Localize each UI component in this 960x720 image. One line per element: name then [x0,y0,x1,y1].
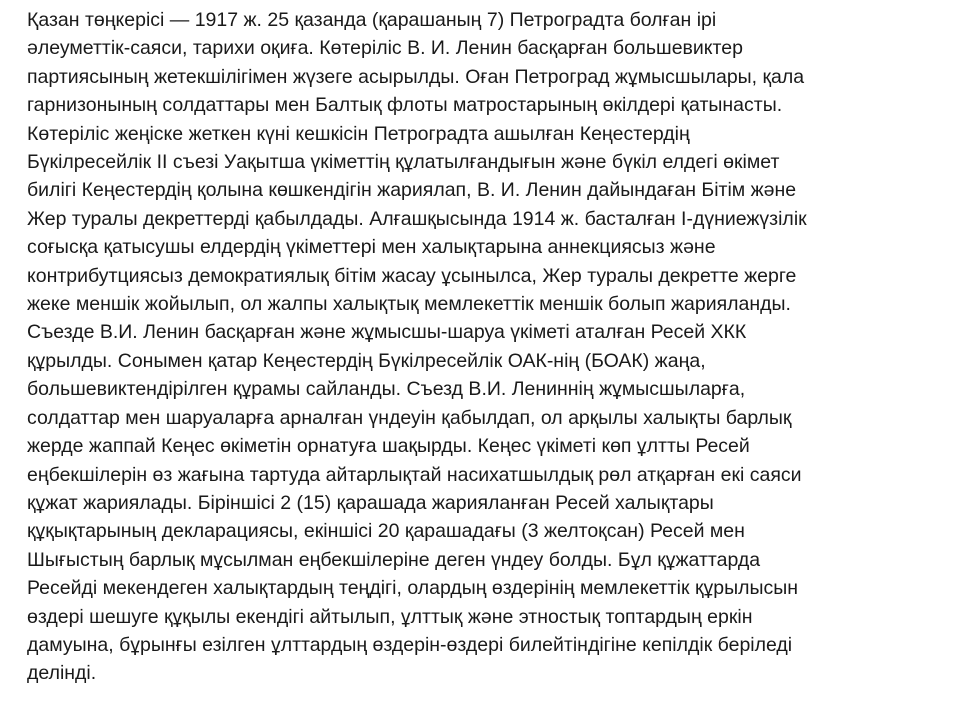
text-line: Бүкілресейлік II съезі Уақытша үкіметтің құлатылғандығын және бүкіл елдегі өкімет [27,151,780,174]
text-line: контрибутциясыз демократиялық бітім жасау ұсынылса, Жер туралы декретте жерге [27,264,797,287]
text-line: құқықтарының декларациясы, екіншісі 20 қарашадағы (3 желтоқсан) Ресей мен [27,520,745,543]
text-line: жерде жаппай Кеңес өкіметін орнатуға шақырды. Кеңес үкіметі көп ұлтты Ресей [27,435,750,458]
text-line: Қазан төңкерісі — 1917 ж. 25 қазанда (қарашаның 7) Петроградта болған ірі [27,9,717,31]
text-line: құрылды. Сонымен қатар Кеңестердің Бүкілресейлік ОАК-нің (БОАК) жаңа, [27,349,706,372]
text-line: солдаттар мен шаруаларға арналған үндеуін қабылдап, ол арқылы халықты барлық [27,406,792,429]
text-line: Көтеріліс жеңіске жеткен күні кешкісін Петроградта ашылған Кеңестердің [27,122,690,145]
text-line: Съезде В.И. Ленин басқарған және жұмысшы-шаруа үкіметі аталған Ресей ХКК [27,321,747,344]
text-line: жеке меншік жойылып, ол жалпы халықтық мемлекеттік меншік болып жарияланды. [27,293,791,316]
text-line: Шығыстың барлық мұсылман еңбекшілеріне деген үндеу болды. Бұл құжаттарда [27,548,761,571]
text-line: дамуына, бұрынғы езілген ұлттардың өздерін-өздері билейтіндігіне кепілдік беріледі [27,633,793,656]
text-line: әлеуметтік-саяси, тарихи оқиға. Көтеріліс В. И. Ленин басқарған большевиктер [27,37,743,60]
text-line: өздері шешуге құқылы екендігі айтылып, ұлттық және этностық топтардың еркін [27,605,753,628]
text-line: гарнизонының солдаттары мен Балтық флоты матростарының өкілдері қатынасты. [27,94,783,117]
text-line: еңбекшілерін өз жағына тартуда айтарлықтай насихатшылдық рөл атқарған екі саяси [27,463,802,486]
text-line: билігі Кеңестердің қолына көшкендігін жариялап, В. И. Ленин дайындаған Бітім және [27,179,797,202]
text-line: құжат жариялады. Біріншісі 2 (15) қарашада жарияланған Ресей халықтары [27,491,714,514]
text-line: партиясының жетекшілігімен жүзеге асырылды. Оған Петроград жұмысшылары, қала [27,65,805,88]
text-line: Жер туралы декреттерді қабылдады. Алғашқысында 1914 ж. басталған І-дүниежүзілік [27,207,807,230]
text-line: Ресейді мекендеген халықтардың теңдігі, олардың өздерінің мемлекеттік құрылысын [27,577,799,600]
text-line: большевиктендірілген құрамы сайланды. Съезд В.И. Лениннің жұмысшыларға, [27,378,746,401]
text-line: делінді. [27,662,97,685]
text-line: соғысқа қатысушы елдердің үкіметтері мен халықтарына аннекциясыз және [27,236,716,259]
body-paragraph [27,6,942,688]
